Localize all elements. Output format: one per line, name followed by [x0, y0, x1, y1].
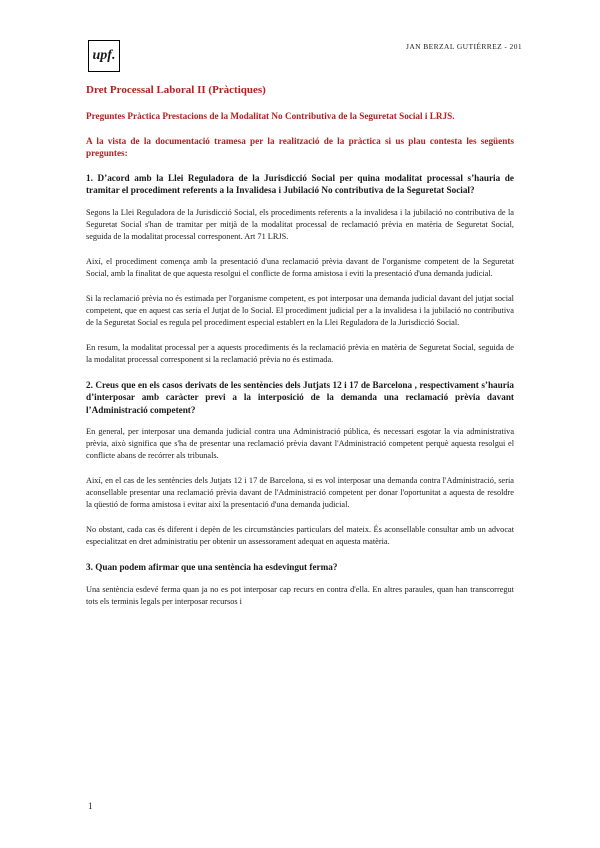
logo-text: upf.: [92, 48, 116, 63]
question-2: 2. Creus que en els casos derivats de les sentències dels Jutjats 12 i 17 de Barcelona , respectivament s’hauria d’interposar amb caràcter previ a la interposició de la demanda una reclamació prèvia davant l’Administració competent?: [86, 379, 514, 415]
document-title: Dret Processal Laboral II (Pràctiques): [86, 84, 266, 96]
upf-logo: [88, 40, 120, 72]
document-body: [86, 84, 514, 621]
answer-1-paragraph-4: En resum, la modalitat processal per a aquests procediments és la reclamació prèvia en matèria de Seguretat Social, seguida de la modalitat processal corresponent si la reclamació prèvia no és estimada.: [86, 342, 514, 364]
answer-1-paragraph-2: Així, el procediment comença amb la presentació d'una reclamació prèvia davant de l'organisme competent de la Seguretat Social, amb la finalitat de que aquesta resolgui el conflicte de forma amistosa i eviti la presentació d'una demanda judicial.: [86, 256, 514, 278]
question-3: 3. Quan podem afirmar que una sentència ha esdevingut ferma?: [86, 562, 338, 572]
answer-2-paragraph-3: No obstant, cada cas és diferent i depèn de les circumstàncies particulars del mateix. És aconsellable consultar amb un advocat especialitzat en dret administratiu per obtenir un assessorament adequat en aquesta matèria.: [86, 525, 514, 546]
answer-1-paragraph-1: Segons la Llei Reguladora de la Jurisdicció Social, els procediments referents a la invalidesa i la jubilació no contributiva de la Seguretat Social s'han de tramitar per mitjà de la modalitat processal de reclamació prèvia en matèria de Seguretat Social, seguida de la modalitat processal corresponent. Art 71 LRJS.: [86, 207, 514, 241]
document-subtitle: Preguntes Pràctica Prestacions de la Modalitat No Contributiva de la Seguretat Social i LRJS.: [86, 111, 455, 121]
answer-3-paragraph-1: Una sentència esdevé ferma quan ja no es pot interposar cap recurs en contra d'ella. En altres paraules, quan han transcorregut tots els terminis legals per interposar recursos i: [86, 584, 514, 606]
answer-2-paragraph-1: En general, per interposar una demanda judicial contra una Administració pública, és necessari esgotar la via administrativa prèvia, això significa que s'ha de presentar una reclamació prèvia davant l'Administració competent perquè aquesta resolgui el conflicte abans de recórrer als tribunals.: [86, 427, 514, 460]
page-number: 1: [88, 801, 93, 811]
answer-1-paragraph-3: Si la reclamació prèvia no és estimada per l'organisme competent, es pot interposar una demanda judicial davant del jutjat social competent, que en aquest cas seria el Jutjat de lo Social. El procediment judicial per a la invalidesa i la jubilació no contributiva de la Seguretat Social es regula pel procediment especial establert en la Llei Reguladora de la Jurisdicció Social.: [86, 293, 514, 327]
document-intro: A la vista de la documentació tramesa per la realització de la pràctica si us plau contesta les següents preguntes:: [86, 135, 514, 158]
question-1: 1. D’acord amb la Llei Reguladora de la Jurisdicció Social per quina modalitat processal s’hauria de tramitar el procediment referents a la Invalidesa i Jubilació No contributiva de la Seguretat Social?: [86, 172, 514, 195]
author-header: JAN BERZAL GUTIÉRREZ - 201: [406, 42, 522, 51]
answer-2-paragraph-2: Així, en el cas de les sentències dels Jutjats 12 i 17 de Barcelona, si es vol interposar una demanda contra l'Administració, seria aconsellable presentar una reclamació prèvia davant de l'Administració competent per donar l'oportunitat a aquesta de resoldre la qüestió de forma amistosa i evitar així la presentació d'una demanda judicial.: [86, 476, 514, 509]
